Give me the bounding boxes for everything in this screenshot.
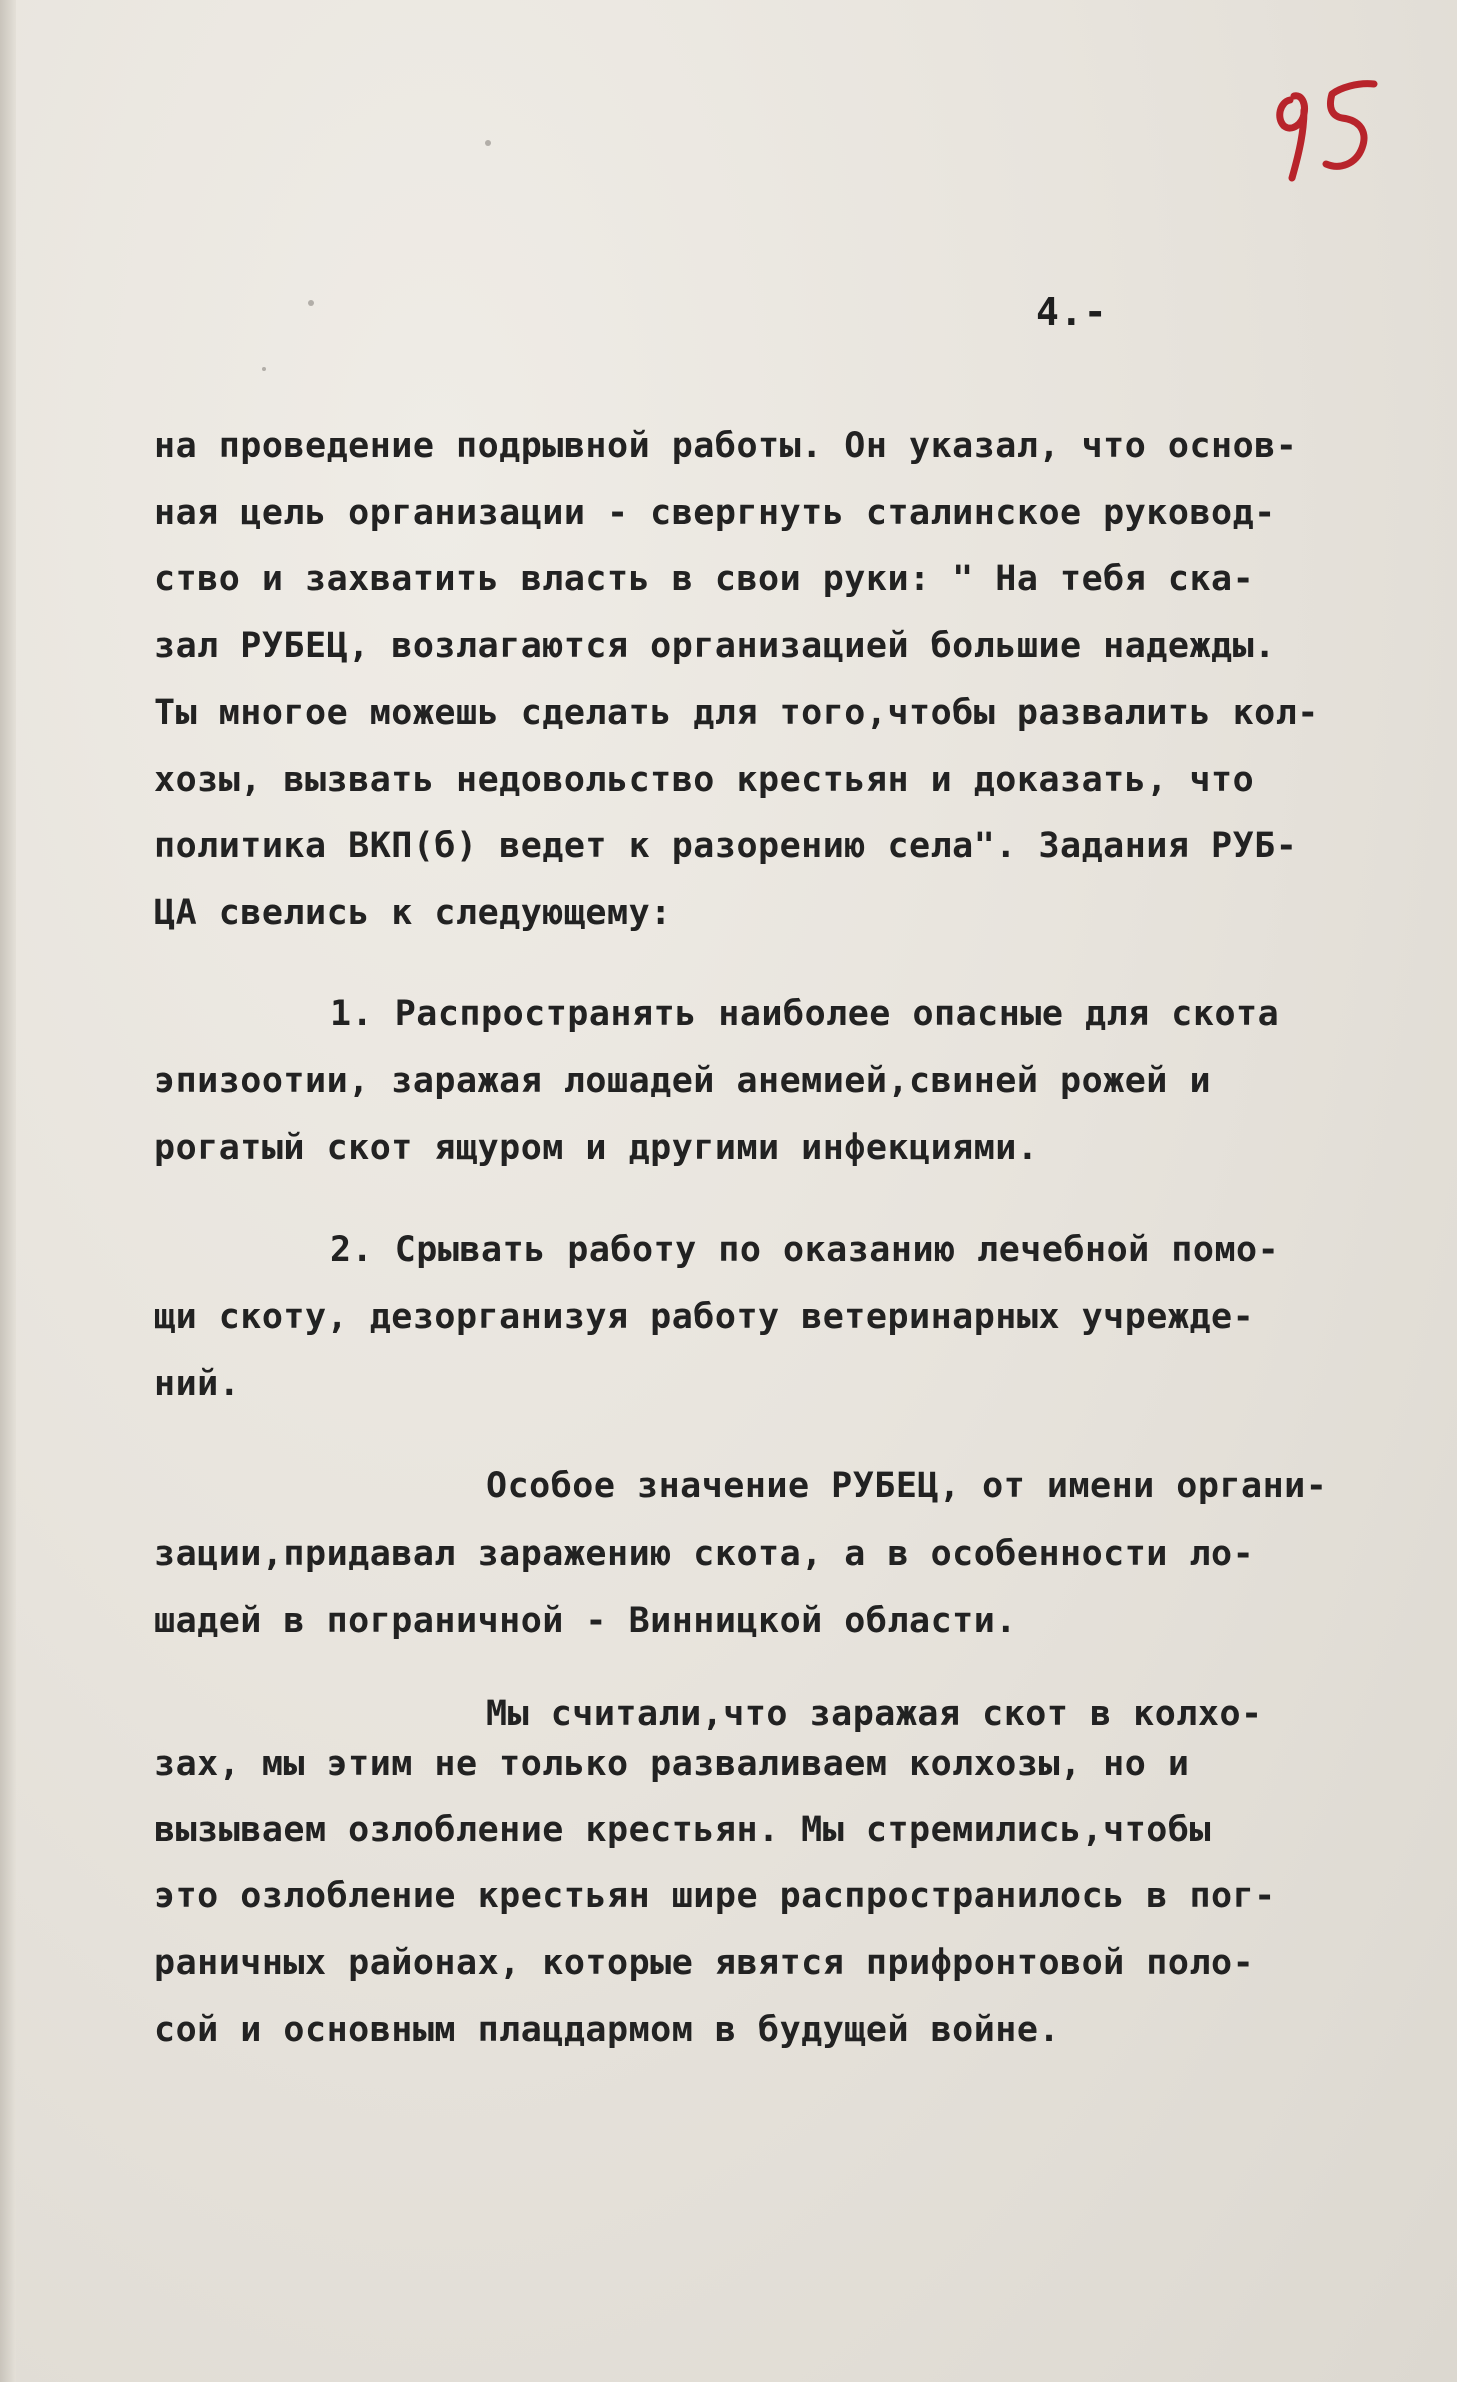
text-line: ная цель организации - свергнуть сталинское руковод- [154,493,1276,533]
handwritten-folio-95 [1262,60,1402,200]
page-edge-shadow [0,0,16,2382]
text-line: Особое значение РУБЕЦ, от имени органи- [486,1466,1328,1506]
text-line: на проведение подрывной работы. Он указал, что основ- [154,426,1298,466]
text-line: зах, мы этим не только разваливаем колхозы, но и [154,1744,1190,1784]
text-line: политика ВКП(б) ведет к разорению села". Задания РУБ- [154,826,1298,866]
text-line: шадей в пограничной - Винницкой области. [154,1601,1017,1641]
text-line: ний. [154,1364,241,1404]
text-line: сой и основным плацдармом в будущей войне. [154,2010,1061,2050]
folio-number [1262,60,1402,200]
text-line: вызываем озлобление крестьян. Мы стремились,чтобы [154,1810,1212,1850]
paper-speck [308,300,314,306]
text-line: Мы считали,что заражая скот в колхо- [486,1694,1263,1734]
text-line: ЦА свелись к следующему: [154,893,672,933]
text-line: эпизоотии, заражая лошадей анемией,свиней рожей и [154,1061,1212,1101]
text-line: 1. Распространять наиболее опасные для скота [330,994,1280,1034]
page-number: 4.- [1036,290,1108,334]
paper-speck [485,140,491,146]
text-line: зации,придавал заражению скота, а в особенности ло- [154,1534,1255,1574]
text-line: раничных районах, которые явятся прифронтовой поло- [154,1943,1255,1983]
text-line: ство и захватить власть в свои руки: " На тебя ска- [154,559,1255,599]
text-line: 2. Срывать работу по оказанию лечебной помо- [330,1230,1280,1270]
text-line: хозы, вызвать недовольство крестьян и доказать, что [154,760,1255,800]
text-line: рогатый скот ящуром и другими инфекциями. [154,1128,1039,1168]
text-line: это озлобление крестьян шире распространилось в пог- [154,1876,1276,1916]
text-line: щи скоту, дезорганизуя работу ветеринарных учрежде- [154,1297,1255,1337]
paper-speck [262,367,266,371]
text-line: зал РУБЕЦ, возлагаются организацией большие надежды. [154,626,1276,666]
text-line: Ты многое можешь сделать для того,чтобы развалить кол- [154,693,1319,733]
